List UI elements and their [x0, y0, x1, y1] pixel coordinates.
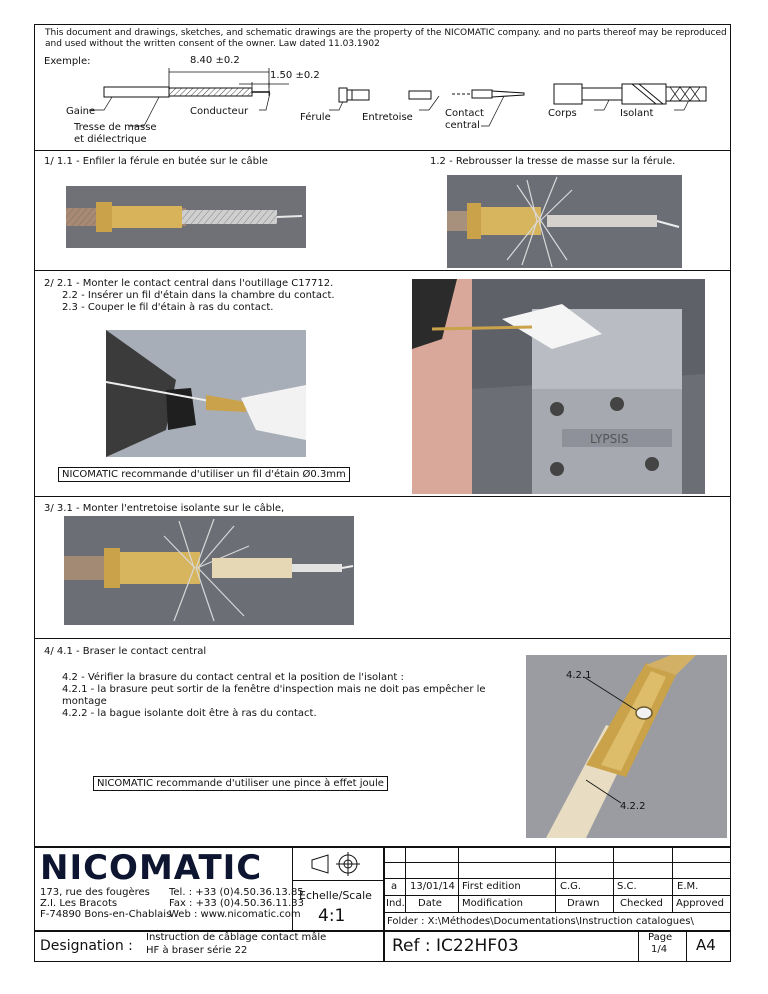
label-gaine: Gaine — [66, 106, 96, 117]
step4-line3: 4.2.1 - la brasure peut sortir de la fenêtre d'inspection mais ne doit pas empêcher le — [62, 684, 486, 695]
website[interactable]: Web : www.nicomatic.com — [169, 909, 301, 920]
photo-spacer-on-cable — [64, 516, 354, 625]
page-label: Page — [648, 932, 673, 943]
paper-format: A4 — [696, 936, 716, 954]
rev-grid-line — [555, 846, 556, 912]
callout-4-2-1: 4.2.1 — [566, 670, 592, 681]
solder-wire-note: NICOMATIC recommande d'utiliser un fil d'étain Ø0.3mm — [58, 467, 350, 482]
drawn-by: C.G. — [560, 881, 582, 892]
step4-line2: 4.2 - Vérifier la brasure du contact central et la position de l'isolant : — [62, 672, 404, 683]
page-number: 1/4 — [651, 944, 668, 955]
phone: Tel. : +33 (0)4.50.36.13.85 — [169, 887, 304, 898]
revision-index: a — [391, 881, 398, 892]
step4-line5: 4.2.2 - la bague isolante doit être à ras du contact. — [62, 708, 317, 719]
folder-path: Folder : X:\Méthodes\Documentations\Instruction catalogues\ — [387, 916, 694, 927]
tool-engraving: LYPSIS — [590, 432, 629, 446]
joule-pliers-note: NICOMATIC recommande d'utiliser une pince à effet joule — [93, 776, 388, 791]
scale-label: Echelle/Scale — [299, 889, 372, 902]
scale-value: 4:1 — [318, 906, 346, 926]
approved-by: E.M. — [677, 881, 699, 892]
checked-by: S.C. — [617, 881, 637, 892]
address-line-3: F-74890 Bons-en-Chablais — [40, 909, 172, 920]
step2-line2: 2.2 - Insérer un fil d'étain dans la chambre du contact. — [62, 290, 335, 301]
address-line-2: Z.I. Les Bracots — [40, 898, 118, 909]
label-contact: Contact — [445, 108, 484, 119]
divider — [34, 638, 731, 639]
rev-grid-line — [383, 912, 731, 913]
step3-text: 3/ 3.1 - Monter l'entretoise isolante sur le câble, — [44, 503, 285, 514]
step4-line1: 4/ 4.1 - Braser le contact central — [44, 646, 207, 657]
header-checked: Checked — [620, 898, 663, 909]
divider — [34, 150, 731, 151]
photo-tool-c17712 — [412, 279, 705, 494]
header-approved: Approved — [676, 898, 724, 909]
company-logo: NICOMATIC — [40, 848, 263, 888]
dim-length-label: 8.40 ±0.2 — [190, 55, 240, 66]
designation-label: Designation : — [40, 938, 133, 954]
photo-folded-braid — [447, 175, 682, 268]
designation-line-2: HF à braser série 22 — [146, 945, 248, 956]
header-date: Date — [418, 898, 442, 909]
photo-ferrule-on-cable — [66, 186, 306, 248]
step2-line3: 2.3 - Couper le fil d'étain à ras du contact. — [62, 302, 274, 313]
step2-line1: 2/ 2.1 - Monter le contact central dans l'outillage C17712. — [44, 278, 334, 289]
fax: Fax : +33 (0)4.50.36.11.33 — [169, 898, 305, 909]
body-drawing — [554, 84, 666, 104]
rev-grid-line — [613, 846, 614, 912]
titleblock-divider — [686, 930, 687, 962]
rev-grid-line — [383, 878, 731, 879]
center-contact-drawing — [452, 90, 524, 98]
label-dielectrique: et diélectrique — [74, 134, 147, 145]
revision-date: 13/01/14 — [410, 881, 455, 892]
label-ferule: Férule — [300, 112, 331, 123]
label-conducteur: Conducteur — [190, 106, 249, 117]
designation-line-1: Instruction de câblage contact mâle — [146, 932, 327, 943]
example-label: Exemple: — [44, 56, 91, 67]
label-central: central — [445, 120, 480, 131]
disclaimer-text: This document and drawings, sketches, and schematic drawings are the property of the NICOMATIC company. and no parts thereof may be reproduced and used without the written consent of the owner. Law dated 11.03.1902 — [45, 28, 727, 49]
spacer-drawing — [409, 91, 431, 99]
insulator-drawing — [666, 87, 706, 101]
header-modification: Modification — [462, 898, 523, 909]
label-isolant: Isolant — [620, 108, 654, 119]
revision-modification: First edition — [462, 881, 521, 892]
callout-4-2-2: 4.2.2 — [620, 801, 646, 812]
dim-strip-label: 1.50 ±0.2 — [270, 70, 320, 81]
header-drawn: Drawn — [567, 898, 600, 909]
address-line-1: 173, rue des fougères — [40, 887, 150, 898]
rev-grid-line — [405, 846, 406, 912]
rev-grid-line — [383, 862, 731, 863]
stripped-cable-drawing — [104, 87, 270, 97]
rev-grid-line — [383, 895, 731, 896]
rev-grid-line — [458, 846, 459, 912]
header-ind: Ind. — [386, 898, 405, 909]
photo-contact-in-tool — [106, 330, 306, 457]
step4-line4: montage — [62, 696, 107, 707]
ferrule-drawing — [339, 88, 369, 102]
label-corps: Corps — [548, 108, 577, 119]
titleblock-divider — [638, 930, 639, 962]
document-reference: Ref : IC22HF03 — [392, 936, 519, 956]
label-entretoise: Entretoise — [362, 112, 413, 123]
divider — [34, 270, 731, 271]
label-tresse: Tresse de masse — [74, 122, 157, 133]
step1-text-b: 1.2 - Rebrousser la tresse de masse sur la férule. — [430, 156, 676, 167]
projection-symbol-icon — [310, 852, 362, 876]
titleblock-divider — [292, 880, 383, 881]
rev-grid-line — [672, 846, 673, 912]
titleblock-divider — [383, 846, 385, 962]
divider — [34, 496, 731, 497]
step1-text-a: 1/ 1.1 - Enfiler la férule en butée sur le câble — [44, 156, 268, 167]
